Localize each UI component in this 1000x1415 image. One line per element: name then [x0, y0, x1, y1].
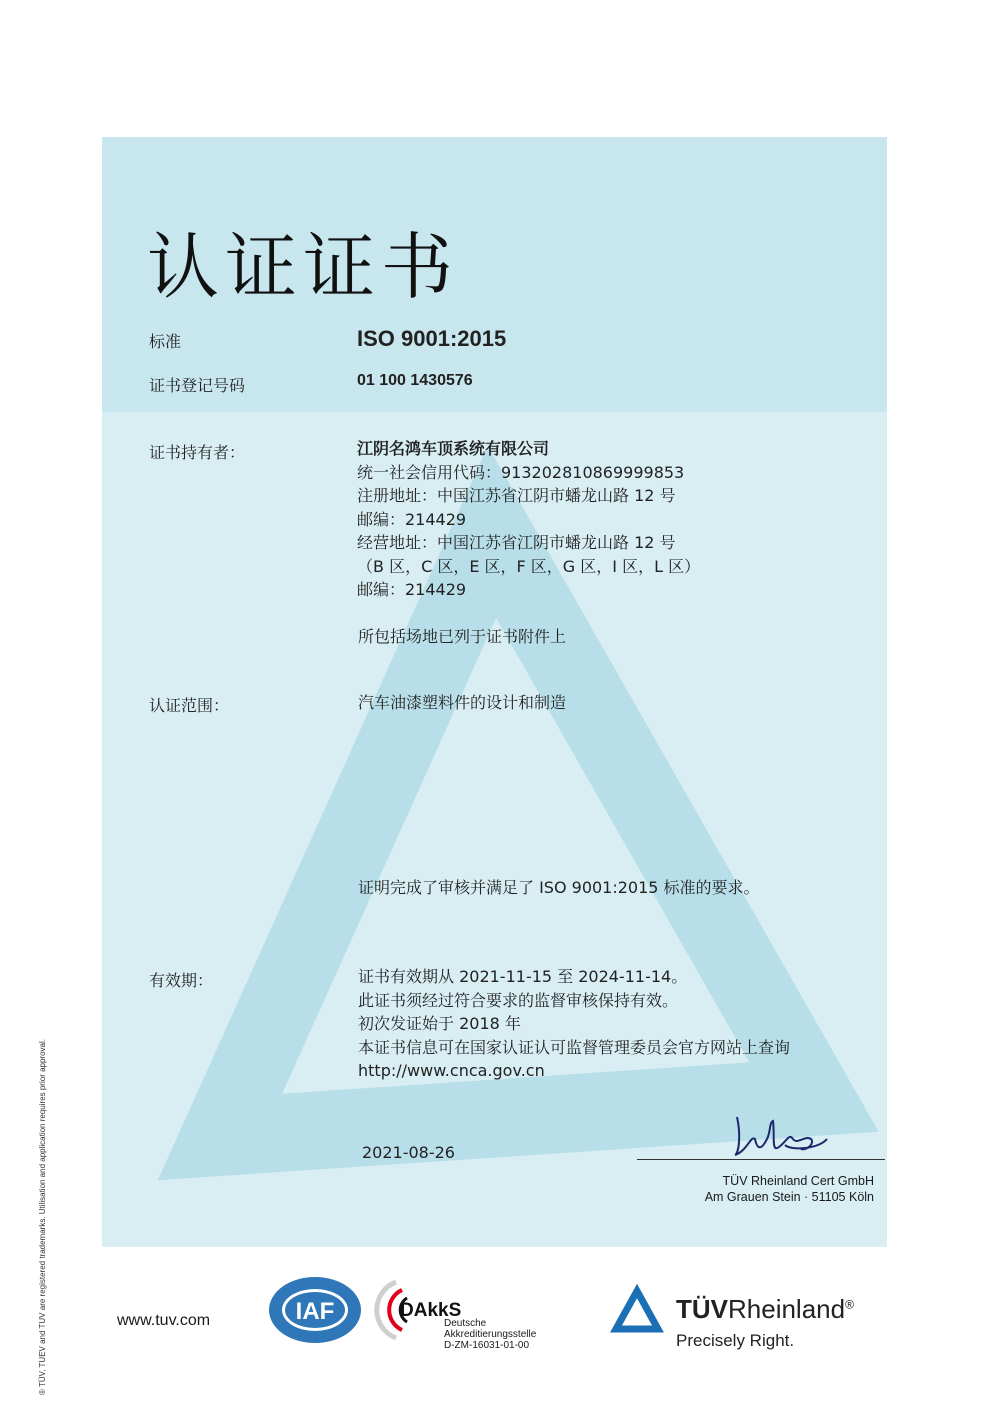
certificate-panel — [102, 137, 887, 1247]
issuer-address: Am Grauen Stein · 51105 Köln — [704, 1190, 874, 1204]
signature-icon — [727, 1105, 837, 1165]
dakks-line-2: Akkreditierungsstelle — [444, 1329, 537, 1340]
certificate-title: 认证证书 — [147, 225, 460, 309]
validity-period: 证书有效期从 2021-11-15 至 2024-11-14。 — [358, 967, 688, 986]
dakks-line-1: Deutsche — [444, 1318, 487, 1329]
dakks-code: D-ZM-16031-01-00 — [444, 1340, 530, 1351]
holder-business-postcode: 邮编：214429 — [357, 580, 467, 599]
trademark-note: ® TÜV, TUEV and TUV are registered trademarks. Utilisation and application requires prior approval. — [38, 1039, 47, 1395]
iaf-text: IAF — [295, 1298, 335, 1325]
signature-line — [637, 1159, 885, 1160]
tuv-brand-rest: Rheinland — [728, 1294, 846, 1324]
verification-url: http://www.cnca.gov.cn — [358, 1061, 545, 1080]
standard-label: 标准 — [149, 332, 182, 351]
issuer-block — [705, 1173, 874, 1205]
holder-label: 证书持有者： — [149, 443, 246, 462]
holder-business-zones: （B 区，C 区，E 区，F 区，G 区，I 区，L 区） — [357, 556, 701, 576]
verification-note: 本证书信息可在国家认证认可监督管理委员会官方网站上查询 — [358, 1037, 791, 1057]
holder-block — [357, 437, 700, 602]
holder-business-address: 经营地址：中国江苏省江阴市蟠龙山路 12 号 — [357, 533, 676, 552]
dakks-name: DAkkS — [400, 1300, 462, 1321]
issuer-name: TÜV Rheinland Cert GmbH — [722, 1174, 874, 1188]
validity-block — [358, 965, 790, 1083]
iaf-logo-icon — [267, 1275, 363, 1345]
issue-date: 2021-08-26 — [362, 1143, 455, 1162]
dakks-text — [444, 1318, 536, 1351]
sites-note: 所包括场地已列于证书附件上 — [358, 627, 567, 646]
validity-condition: 此证书须经过符合要求的监督审核保持有效。 — [358, 990, 679, 1010]
tuv-registered-mark: ® — [845, 1297, 854, 1312]
holder-registered-address: 注册地址：中国江苏省江阴市蟠龙山路 12 号 — [357, 486, 676, 505]
dakks-logo-icon — [382, 1276, 462, 1344]
tuv-brand — [676, 1294, 854, 1325]
validity-label: 有效期： — [149, 971, 214, 990]
scope-value: 汽车油漆塑料件的设计和制造 — [358, 693, 567, 712]
holder-credit-code: 统一社会信用代码：913202810869999853 — [357, 462, 685, 482]
tuv-brand-bold: TÜV — [676, 1294, 728, 1324]
registration-number: 01 100 1430576 — [357, 372, 473, 389]
footer-url: www.tuv.com — [117, 1312, 211, 1329]
holder-name: 江阴名鸿车顶系统有限公司 — [357, 439, 550, 458]
standard-value: ISO 9001:2015 — [357, 326, 507, 351]
holder-registered-postcode: 邮编：214429 — [357, 509, 467, 529]
registration-label: 证书登记号码 — [149, 376, 246, 395]
tuv-tagline: Precisely Right. — [676, 1331, 795, 1350]
compliance-statement: 证明完成了审核并满足了 ISO 9001:2015 标准的要求。 — [358, 878, 760, 897]
scope-label: 认证范围： — [149, 696, 230, 715]
tuv-triangle-logo-icon — [610, 1285, 664, 1335]
first-issue: 初次发证始于 2018 年 — [358, 1014, 521, 1033]
